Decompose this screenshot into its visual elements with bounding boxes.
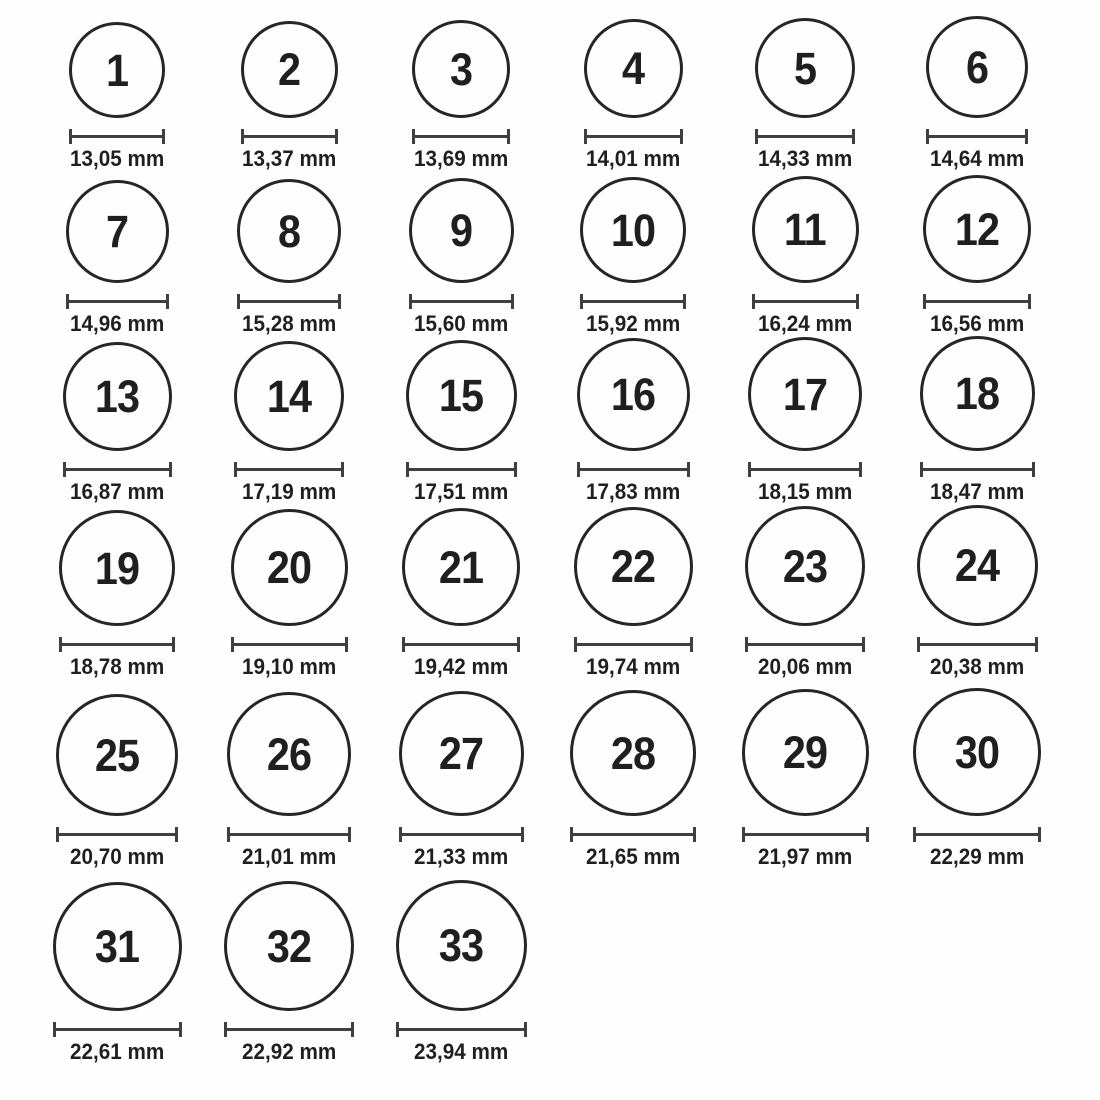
ring-size-cell	[719, 689, 891, 870]
ring-circle	[580, 177, 686, 283]
diameter-measure-line	[56, 827, 178, 842]
measure-tick-right	[852, 129, 855, 144]
measure-bar	[570, 833, 696, 836]
diameter-label: 17,19 mm	[241, 479, 337, 504]
measure-tick-right	[1028, 294, 1031, 309]
ring-circle	[231, 509, 348, 626]
diameter-measure-line	[755, 129, 855, 144]
diameter-label: 17,51 mm	[413, 479, 509, 504]
measure-bar	[926, 135, 1028, 138]
ring-circle	[584, 19, 683, 118]
diameter-label: 17,83 mm	[585, 479, 681, 504]
measure-bar	[56, 833, 178, 836]
ring-size-number: 14	[266, 370, 312, 422]
measure-tick-right	[517, 637, 520, 652]
ring-circle	[396, 880, 527, 1011]
measure-tick-right	[511, 294, 514, 309]
measure-tick-right	[1038, 827, 1041, 842]
diameter-label: 22,61 mm	[69, 1039, 165, 1064]
diameter-measure-line	[412, 129, 510, 144]
ring-size-number: 13	[94, 371, 140, 422]
ring-size-number: 30	[954, 726, 1000, 778]
measure-bar	[580, 300, 686, 303]
ring-circle	[69, 22, 165, 118]
measure-tick-right	[345, 637, 348, 652]
ring-size-number: 26	[266, 728, 312, 780]
diameter-measure-line	[66, 294, 169, 309]
ring-circle	[926, 16, 1028, 118]
ring-circle	[742, 689, 869, 816]
measure-tick-right	[341, 462, 344, 477]
diameter-label: 18,15 mm	[757, 479, 853, 504]
ring-size-cell	[31, 694, 203, 870]
diameter-measure-line	[923, 294, 1031, 309]
measure-bar	[755, 135, 855, 138]
ring-circle	[923, 175, 1031, 283]
ring-size-number: 3	[449, 43, 473, 95]
diameter-label: 21,97 mm	[757, 844, 853, 869]
measure-tick-right	[690, 637, 693, 652]
ring-size-cell	[891, 688, 1063, 870]
measure-tick-right	[1035, 637, 1038, 652]
diameter-measure-line	[409, 294, 514, 309]
diameter-label: 20,38 mm	[929, 654, 1025, 679]
measure-bar	[399, 833, 524, 836]
diameter-label: 16,87 mm	[69, 479, 165, 504]
measure-bar	[742, 833, 869, 836]
diameter-measure-line	[402, 637, 520, 652]
chart-row	[31, 680, 1100, 870]
measure-bar	[748, 468, 862, 471]
measure-tick-right	[862, 637, 865, 652]
chart-row	[31, 870, 1100, 1065]
measure-tick-right	[1032, 462, 1035, 477]
ring-size-number: 18	[954, 368, 1000, 419]
measure-bar	[234, 468, 344, 471]
ring-circle	[399, 691, 524, 816]
diameter-label: 15,60 mm	[413, 311, 509, 336]
ring-size-number: 24	[954, 540, 1000, 591]
measure-bar	[923, 300, 1031, 303]
measure-tick-right	[172, 637, 175, 652]
diameter-measure-line	[69, 129, 165, 144]
diameter-measure-line	[920, 462, 1035, 477]
diameter-label: 14,33 mm	[757, 146, 853, 171]
diameter-label: 13,05 mm	[69, 146, 165, 171]
measure-bar	[53, 1028, 182, 1031]
measure-bar	[574, 643, 693, 646]
diameter-label: 22,29 mm	[929, 844, 1025, 869]
ring-circle	[745, 506, 865, 626]
ring-size-cell	[31, 510, 203, 680]
ring-size-cell	[203, 509, 375, 680]
diameter-measure-line	[577, 462, 690, 477]
diameter-measure-line	[399, 827, 524, 842]
diameter-label: 19,42 mm	[413, 654, 509, 679]
measure-bar	[241, 135, 338, 138]
diameter-measure-line	[584, 129, 683, 144]
ring-size-cell	[547, 690, 719, 870]
ring-size-number: 31	[94, 921, 140, 972]
ring-size-cell	[203, 179, 375, 337]
measure-tick-right	[335, 129, 338, 144]
ring-size-number: 15	[438, 370, 484, 421]
measure-bar	[63, 468, 172, 471]
diameter-label: 19,10 mm	[241, 654, 337, 679]
measure-bar	[406, 468, 517, 471]
ring-size-number: 9	[449, 205, 473, 256]
diameter-label: 16,56 mm	[929, 311, 1025, 336]
measure-tick-right	[1025, 129, 1028, 144]
measure-bar	[396, 1028, 527, 1031]
ring-circle	[409, 178, 514, 283]
measure-bar	[59, 643, 175, 646]
diameter-label: 23,94 mm	[413, 1039, 509, 1064]
measure-tick-right	[162, 129, 165, 144]
ring-size-number: 29	[782, 727, 828, 778]
ring-size-number: 32	[266, 920, 312, 972]
ring-size-number: 33	[438, 920, 484, 971]
ring-circle	[227, 692, 351, 816]
measure-bar	[227, 833, 351, 836]
diameter-label: 19,74 mm	[585, 654, 681, 679]
ring-size-cell	[891, 16, 1063, 172]
measure-bar	[402, 643, 520, 646]
ring-circle	[241, 21, 338, 118]
measure-bar	[920, 468, 1035, 471]
diameter-label: 13,37 mm	[241, 146, 337, 171]
ring-circle	[406, 340, 517, 451]
ring-size-cell	[547, 338, 719, 505]
diameter-measure-line	[926, 129, 1028, 144]
ring-size-cell	[547, 19, 719, 172]
diameter-label: 13,69 mm	[413, 146, 509, 171]
measure-tick-right	[856, 294, 859, 309]
measure-bar	[412, 135, 510, 138]
measure-tick-right	[169, 462, 172, 477]
measure-bar	[577, 468, 690, 471]
ring-size-number: 16	[610, 369, 656, 420]
measure-tick-right	[338, 294, 341, 309]
ring-circle	[577, 338, 690, 451]
measure-bar	[917, 643, 1038, 646]
diameter-label: 20,06 mm	[757, 654, 853, 679]
ring-circle	[755, 18, 855, 118]
ring-size-number: 4	[621, 43, 645, 94]
ring-size-number: 20	[266, 542, 312, 593]
ring-circle	[752, 176, 859, 283]
ring-size-cell	[31, 882, 203, 1065]
ring-size-cell	[375, 20, 547, 172]
diameter-label: 18,47 mm	[929, 479, 1025, 504]
ring-size-cell	[203, 881, 375, 1065]
diameter-label: 15,92 mm	[585, 311, 681, 336]
measure-bar	[224, 1028, 354, 1031]
diameter-measure-line	[231, 637, 348, 652]
diameter-label: 14,01 mm	[585, 146, 681, 171]
ring-circle	[917, 505, 1038, 626]
measure-bar	[752, 300, 859, 303]
diameter-measure-line	[53, 1022, 182, 1037]
ring-circle	[570, 690, 696, 816]
measure-tick-right	[175, 827, 178, 842]
diameter-label: 15,28 mm	[241, 311, 337, 336]
ring-size-number: 19	[94, 542, 140, 594]
ring-circle	[748, 337, 862, 451]
ring-circle	[224, 881, 354, 1011]
measure-tick-right	[693, 827, 696, 842]
diameter-label: 21,01 mm	[241, 844, 337, 869]
ring-size-cell	[719, 337, 891, 505]
measure-bar	[66, 300, 169, 303]
ring-circle	[920, 336, 1035, 451]
diameter-measure-line	[63, 462, 172, 477]
measure-bar	[237, 300, 341, 303]
ring-size-number: 28	[610, 727, 656, 779]
measure-tick-right	[351, 1022, 354, 1037]
measure-bar	[231, 643, 348, 646]
ring-size-cell	[375, 880, 547, 1065]
diameter-label: 21,65 mm	[585, 844, 681, 869]
diameter-label: 20,70 mm	[69, 844, 165, 869]
ring-size-cell	[375, 691, 547, 870]
ring-size-cell	[375, 340, 547, 505]
ring-size-number: 2	[277, 44, 301, 95]
measure-bar	[584, 135, 683, 138]
diameter-measure-line	[237, 294, 341, 309]
ring-circle	[412, 20, 510, 118]
diameter-label: 14,96 mm	[69, 311, 165, 336]
ring-size-cell	[203, 341, 375, 505]
ring-circle	[59, 510, 175, 626]
ring-size-cell	[719, 176, 891, 337]
measure-tick-right	[521, 827, 524, 842]
ring-size-number: 12	[954, 203, 1000, 255]
measure-bar	[69, 135, 165, 138]
ring-circle	[402, 508, 520, 626]
measure-tick-right	[866, 827, 869, 842]
ring-circle	[574, 507, 693, 626]
ring-size-number: 7	[105, 206, 129, 257]
measure-bar	[409, 300, 514, 303]
measure-tick-right	[166, 294, 169, 309]
measure-bar	[745, 643, 865, 646]
ring-size-number: 17	[782, 368, 828, 420]
measure-tick-right	[348, 827, 351, 842]
ring-size-number: 11	[784, 204, 826, 255]
ring-size-number: 10	[610, 204, 656, 256]
chart-row	[31, 337, 1100, 505]
ring-size-number: 1	[105, 44, 129, 96]
diameter-label: 22,92 mm	[241, 1039, 337, 1064]
diameter-measure-line	[574, 637, 693, 652]
ring-size-cell	[891, 336, 1063, 505]
diameter-measure-line	[227, 827, 351, 842]
diameter-measure-line	[234, 462, 344, 477]
ring-size-number: 6	[965, 41, 989, 93]
diameter-measure-line	[241, 129, 338, 144]
diameter-measure-line	[752, 294, 859, 309]
measure-tick-right	[507, 129, 510, 144]
ring-circle	[56, 694, 178, 816]
ring-size-cell	[31, 180, 203, 337]
ring-size-number: 22	[610, 541, 656, 592]
measure-bar	[913, 833, 1041, 836]
ring-size-cell	[375, 508, 547, 680]
diameter-label: 21,33 mm	[413, 844, 509, 869]
ring-size-number: 25	[94, 729, 140, 781]
diameter-label: 18,78 mm	[69, 654, 165, 679]
diameter-measure-line	[913, 827, 1041, 842]
ring-size-number: 5	[793, 42, 817, 94]
ring-size-cell	[203, 21, 375, 172]
chart-row	[31, 505, 1100, 680]
diameter-measure-line	[580, 294, 686, 309]
diameter-measure-line	[59, 637, 175, 652]
measure-tick-right	[683, 294, 686, 309]
ring-size-cell	[547, 177, 719, 337]
diameter-measure-line	[396, 1022, 527, 1037]
ring-circle	[234, 341, 344, 451]
measure-tick-right	[859, 462, 862, 477]
diameter-measure-line	[917, 637, 1038, 652]
diameter-measure-line	[406, 462, 517, 477]
diameter-measure-line	[748, 462, 862, 477]
ring-circle	[913, 688, 1041, 816]
ring-size-cell	[719, 506, 891, 680]
ring-circle	[53, 882, 182, 1011]
measure-tick-right	[524, 1022, 527, 1037]
ring-size-number: 8	[277, 205, 301, 257]
ring-circle	[63, 342, 172, 451]
ring-circle	[237, 179, 341, 283]
ring-size-cell	[891, 175, 1063, 337]
ring-size-cell	[31, 22, 203, 172]
measure-tick-right	[179, 1022, 182, 1037]
diameter-label: 16,24 mm	[757, 311, 853, 336]
ring-circle	[66, 180, 169, 283]
ring-size-cell	[719, 18, 891, 172]
ring-size-cell	[375, 178, 547, 337]
measure-tick-right	[687, 462, 690, 477]
ring-size-cell	[547, 507, 719, 680]
ring-size-number: 21	[438, 541, 484, 593]
chart-row	[31, 172, 1100, 337]
ring-size-cell	[891, 505, 1063, 680]
ring-size-cell	[31, 342, 203, 505]
measure-tick-right	[680, 129, 683, 144]
measure-tick-right	[514, 462, 517, 477]
diameter-measure-line	[570, 827, 696, 842]
diameter-measure-line	[224, 1022, 354, 1037]
diameter-measure-line	[742, 827, 869, 842]
chart-row	[31, 16, 1100, 172]
ring-size-cell	[203, 692, 375, 870]
ring-size-number: 23	[782, 540, 828, 592]
ring-size-number: 27	[438, 728, 484, 779]
diameter-measure-line	[745, 637, 865, 652]
diameter-label: 14,64 mm	[929, 146, 1025, 171]
